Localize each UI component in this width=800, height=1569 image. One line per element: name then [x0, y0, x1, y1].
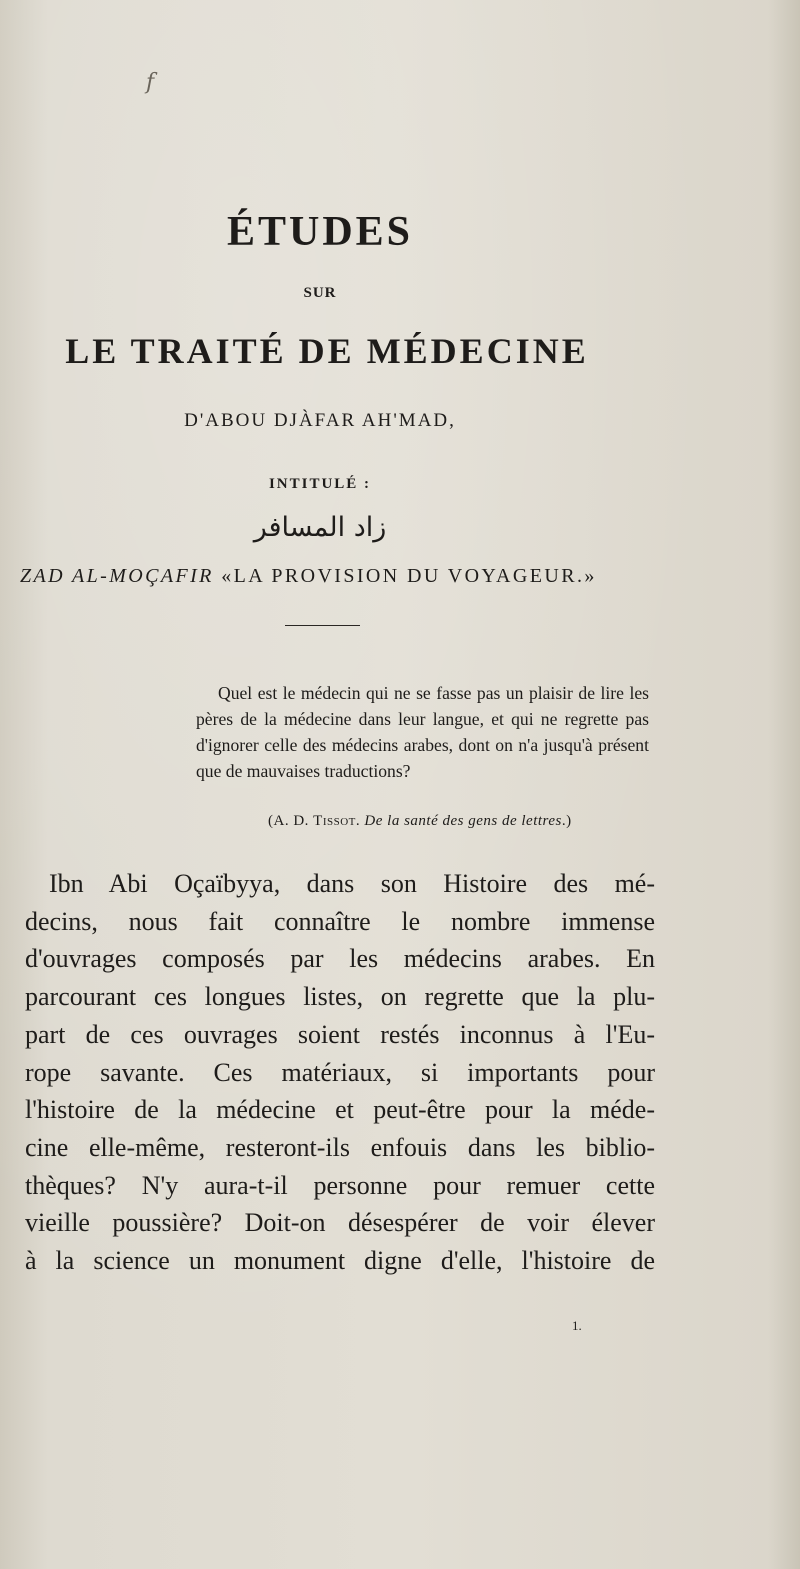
page-title: ÉTUDES	[226, 209, 414, 255]
text-line: thèques? N'y aura-t-il personne pour remuer cette	[25, 1170, 655, 1200]
citation-open: (A. D.	[268, 813, 314, 829]
text-line: parcourant ces longues listes, on regrette que la plu-	[25, 982, 655, 1012]
text-line: l'histoire de la médecine et peut-être pour la méde-	[25, 1095, 655, 1125]
title-connector: SUR	[303, 285, 337, 301]
epigraph-quote: Quel est le médecin qui ne se fasse pas un plaisir de lire les pères de la médecine dans leur langue, et qui ne regrette pas d'ignorer celle des médecins arabes, dont on n'a jusqu'à présent que de mauvaises traductions?	[196, 683, 649, 781]
transliteration-italic: ZAD AL-MOÇAFIR	[20, 565, 214, 587]
text-line: decins, nous fait connaître le nombre immense	[25, 906, 655, 936]
corner-mark: f	[146, 70, 155, 95]
text-line: à la science un monument digne d'elle, l'histoire de	[25, 1246, 655, 1276]
citation-sep: .	[355, 813, 365, 829]
transliteration-caps: «LA PROVISION DU VOYAGEUR.»	[221, 565, 597, 587]
text-line: rope savante. Ces matériaux, si importants pour	[25, 1057, 655, 1087]
citation-author: Tissot	[313, 813, 356, 829]
body-paragraph	[25, 865, 655, 1280]
page-subtitle: LE TRAITÉ DE MÉDECINE	[65, 331, 589, 371]
epigraph-citation	[268, 813, 572, 830]
text-line: cine elle-même, resteront-ils enfouis dans les biblio-	[25, 1132, 655, 1162]
text-line: vieille poussière? Doit-on désespérer de voir élever	[25, 1208, 655, 1238]
transliteration-line	[20, 565, 597, 588]
text-line: part de ces ouvrages soient restés inconnus à l'Eu-	[25, 1019, 655, 1049]
title-divider	[285, 625, 360, 626]
author-line: D'ABOU DJÀFAR AH'MAD,	[184, 410, 456, 431]
citation-work: De la santé des gens de lettres	[364, 813, 562, 829]
intitule-label: INTITULÉ :	[268, 476, 372, 492]
citation-close: .)	[561, 813, 572, 829]
text-line: d'ouvrages composés par les médecins arabes. En	[25, 944, 655, 974]
text-line: Ibn Abi Oçaïbyya, dans son Histoire des mé-	[49, 869, 655, 898]
arabic-title: زاد المسافر	[253, 512, 387, 543]
signature-mark: 1.	[572, 1318, 582, 1333]
